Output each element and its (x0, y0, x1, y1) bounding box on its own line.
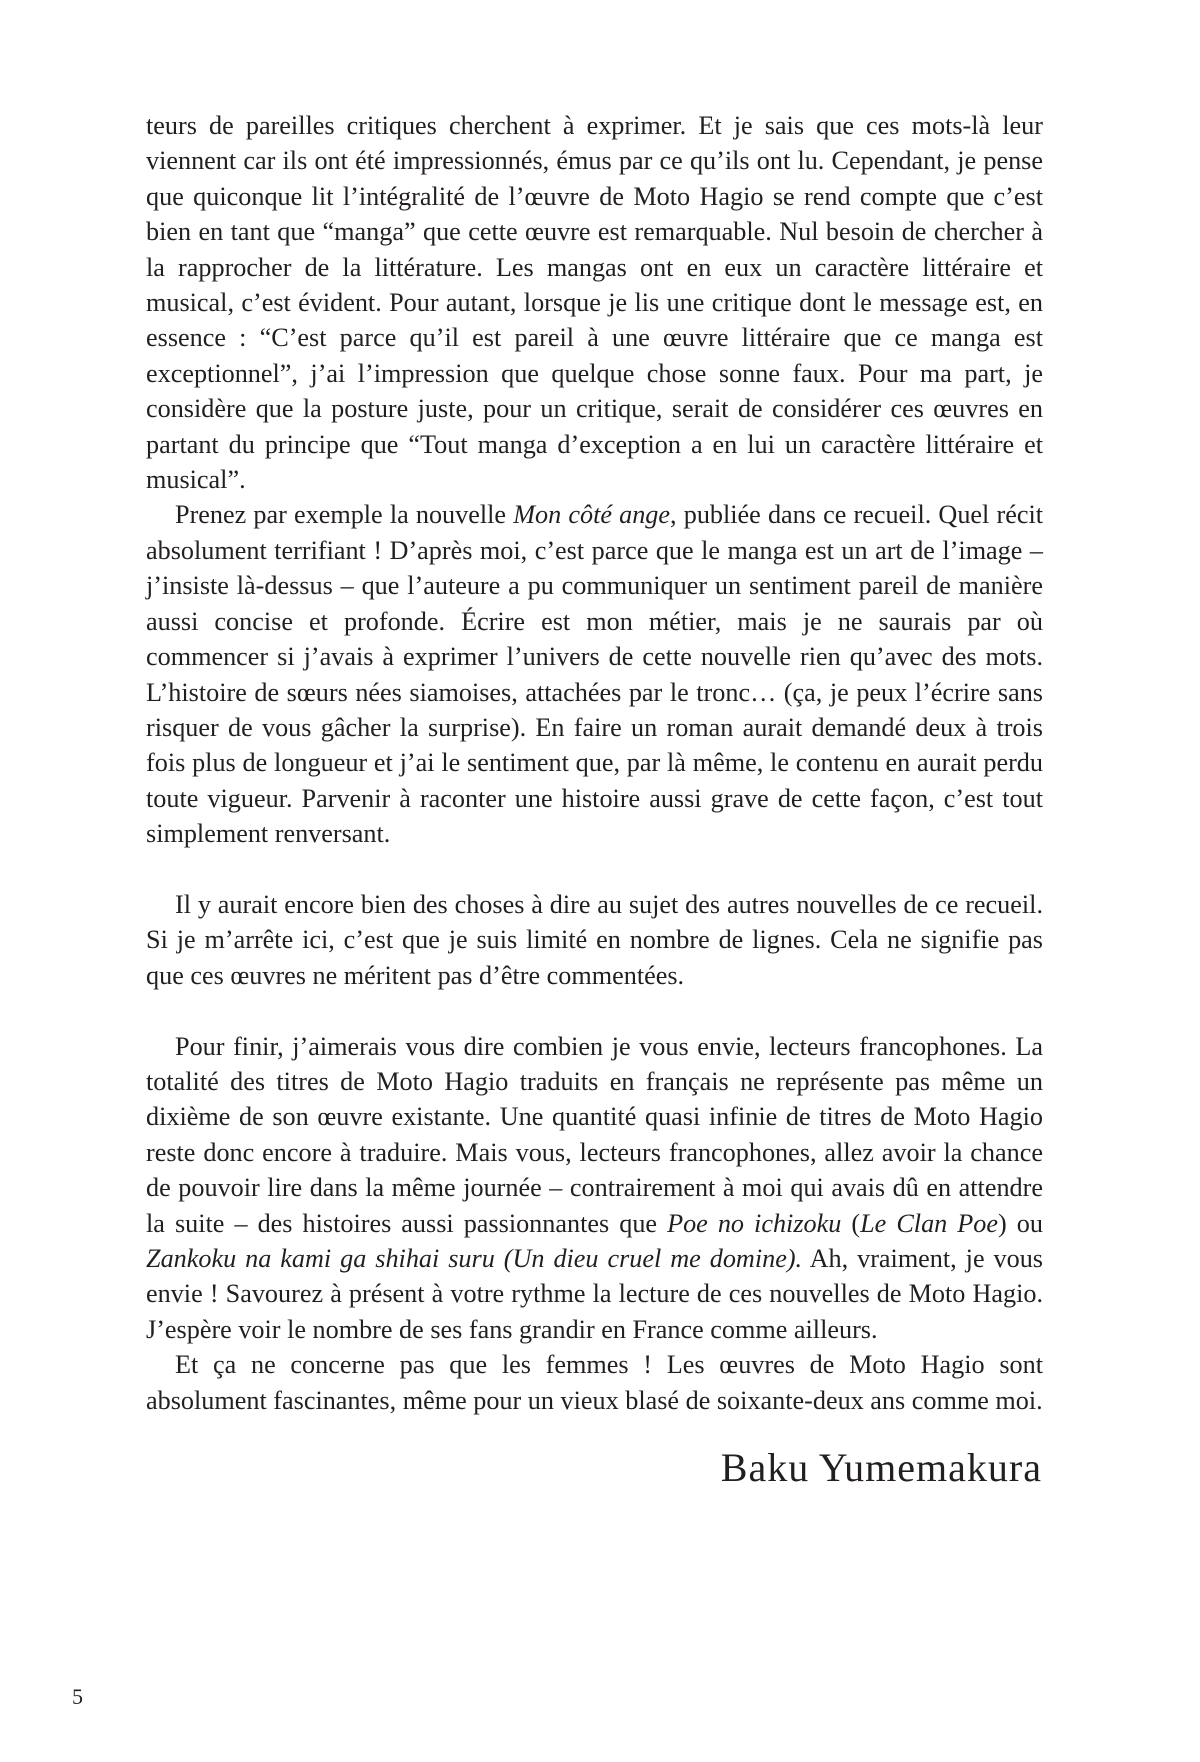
body-text (146, 108, 1043, 1418)
author-signature: Baku Yumemakura (720, 1445, 1042, 1490)
paragraph-conclusion: Et ça ne concerne pas que les femmes ! Les œuvres de Moto Hagio sont absolument fascinantes, même pour un vieux blasé de soixante-deux ans comme moi. (146, 1350, 1043, 1415)
title-le-clan-poe: Le Clan Poe (860, 1208, 999, 1238)
title-zankoku: Zankoku na kami ga shihai suru (Un dieu cruel me domine). (146, 1243, 803, 1273)
paragraph-mon-cote-ange: Prenez par exemple la nouvelle Mon côté ange, publiée dans ce recueil. Quel récit absolument terrifiant ! D’après moi, c’est parce que le manga est un art de l’image – j’insiste là-dessus – que l’auteure a pu communiquer un sentiment pareil de manière aussi concise et profonde. Écrire est mon métier, mais je ne saurais par où commencer si j’avais à exprimer l’univers de cette nouvelle rien qu’avec des mots. L’histoire de sœurs nées siamoises, attachées par le tronc… (ça, je peux l’écrire sans risquer de vous gâcher la surprise). En faire un roman aurait demandé deux à trois fois plus de longueur et j’ai le sentiment que, par là même, le contenu en aurait perdu toute vigueur. Parvenir à raconter une histoire aussi grave de cette façon, c’est tout simplement renversant. (146, 500, 1043, 849)
title-mon-cote-ange: Mon côté ange (513, 500, 671, 530)
paragraph-critique: teurs de pareilles critiques cherchent à exprimer. Et je sais que ces mots-là leur viennent car ils ont été impressionnés, émus par ce qu’ils ont lu. Cependant, je pense que quiconque lit l’intégralité de l’œuvre de Moto Hagio se rend compte que c’est bien en tant que “manga” que cette œuvre est remarquable. Nul besoin de chercher à la rapprocher de la littérature. Les mangas ont en eux un caractère littéraire et musical, c’est évident. Pour autant, lorsque je lis une critique dont le message est, en essence : “C’est parce qu’il est pareil à une œuvre littéraire que ce manga est exceptionnel”, j’ai l’impression que quelque chose sonne faux. Pour ma part, je considère que la posture juste, pour un critique, serait de considérer ces œuvres en partant du principe que “Tout manga d’exception a en lui un caractère littéraire et musical”. (146, 111, 1043, 495)
paragraph-autres-nouvelles: Il y aurait encore bien des choses à dire au sujet des autres nouvelles de ce recueil. Si je m’arrête ici, c’est que je suis limité en nombre de lignes. Cela ne signifie pas que ces œuvres ne méritent pas d’être commentées. (146, 889, 1043, 990)
page-number: 5 (72, 1684, 83, 1709)
title-poe-no-ichizoku: Poe no ichizoku (667, 1208, 842, 1238)
paragraph-pour-finir: Pour finir, j’aimerais vous dire combien je vous envie, lecteurs francophones. La totalité des titres de Moto Hagio traduits en français ne représente pas même un dixième de son œuvre existante. Une quantité quasi infinie de titres de Moto Hagio reste donc encore à traduire. Mais vous, lecteurs francophones, allez avoir la chance de pouvoir lire dans la même journée – contrairement à moi qui avais dû en attendre la suite – des histoires aussi passionnantes que Poe no ichizoku (Le Clan Poe) ou Zankoku na kami ga shihai suru (Un dieu cruel me domine). Ah, vraiment, je vous envie ! Savourez à présent à votre rythme la lecture de ces nouvelles de Moto Hagio. J’espère voir le nombre de ses fans grandir en France comme ailleurs. (146, 1031, 1043, 1344)
